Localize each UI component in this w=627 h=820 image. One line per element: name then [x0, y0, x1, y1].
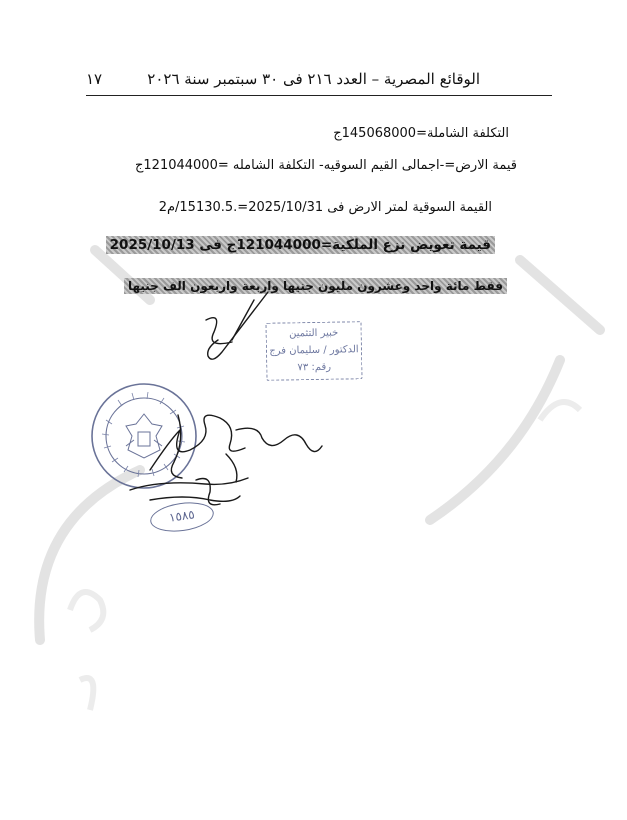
amount-words-text: فقط مائة واحد وعشرون مليون جنيها واربعة واربعون الف جنيها: [124, 278, 507, 294]
market-value-line: القيمة السوقية لمتر الارض فى 2025/10/31=.15130.5/م2: [158, 200, 492, 215]
stamp-line: رقم: ٧٣: [297, 361, 332, 374]
stamp-line: الدكتور / سليمان فرج: [269, 344, 359, 357]
header-title: الوقائع المصرية – العدد ٢١٦ فى ٣٠ سبتمبر سنة ٢٠٢٦: [147, 70, 480, 88]
land-value-line: قيمة الارض=-اجمالى القيم السوقيه- التكلفة الشامله =121044000ج: [135, 158, 517, 173]
stamp-line: خبير التثمين: [289, 327, 339, 340]
seal-number-stamp: ١٥٨٥: [148, 499, 215, 536]
total-cost-line: التكلفة الشاملة=145068000ج: [333, 126, 509, 141]
page-number: ١٧: [86, 70, 103, 88]
compensation-text: قيمة تعويض نزع الملكية=121044000ج فى 2025/10/13: [106, 236, 495, 254]
